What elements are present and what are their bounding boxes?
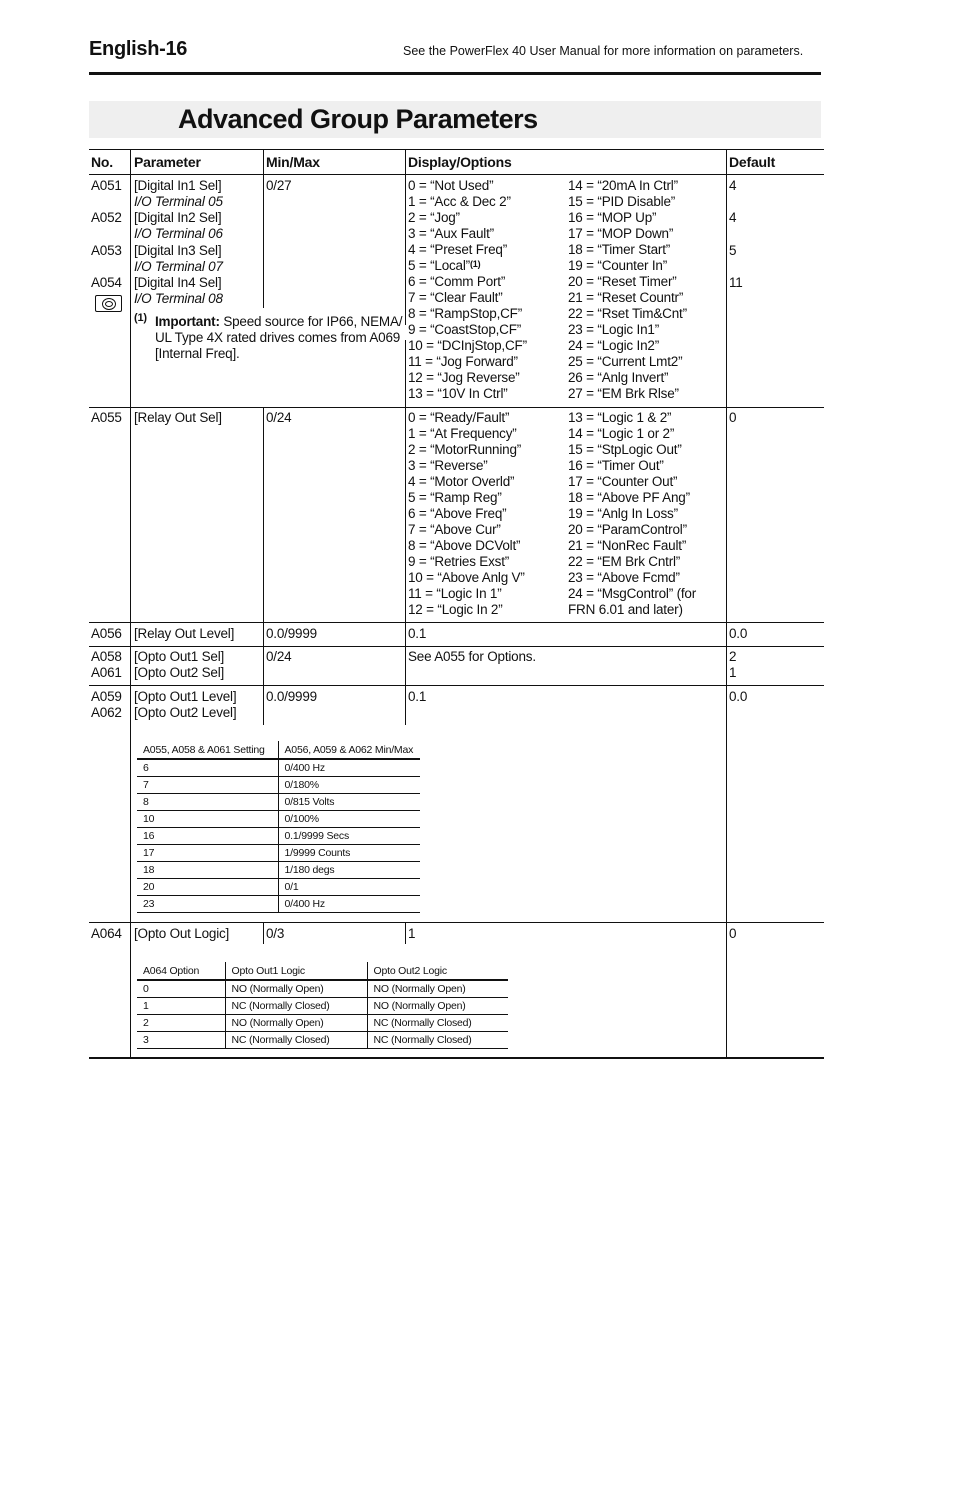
table-header-row — [137, 962, 508, 980]
footnote-mark: (1) — [134, 312, 147, 324]
param-display: 0.1 — [408, 689, 427, 704]
param-no: A055 — [91, 410, 122, 425]
param-no: A064 — [91, 926, 122, 941]
table-row: 18 1/180 degs — [137, 862, 420, 879]
header-note: See the PowerFlex 40 User Manual for more information on parameters. — [403, 44, 804, 58]
col-divider — [263, 922, 264, 944]
param-minmax: 0.0/9999 — [266, 626, 317, 641]
table-header: A055, A058 & A061 Setting — [137, 741, 278, 759]
param-display: 0.1 — [408, 626, 427, 641]
param-name: [Opto Out Logic] — [134, 926, 230, 941]
table-row: 1 NC (Normally Closed) NO (Normally Open) — [137, 998, 508, 1015]
table-bottom-rule — [89, 1057, 824, 1059]
footnote-line: Important: Speed source for IP66, NEMA/ — [155, 314, 403, 329]
page-label: English-16 — [89, 38, 188, 60]
table-header: Opto Out1 Logic — [225, 962, 367, 980]
col-divider — [130, 149, 131, 1058]
param-no: A059 A062 — [91, 689, 122, 720]
table-row: 0 NO (Normally Open) NO (Normally Open) — [137, 980, 508, 998]
row-divider — [89, 646, 824, 647]
table-header: A056, A059 & A062 Min/Max — [278, 741, 420, 759]
minmax-lookup-table — [137, 741, 420, 913]
param-minmax: 0/27 — [266, 178, 292, 193]
param-default: 4 — [729, 178, 737, 193]
col-header-no: No. — [91, 154, 113, 170]
col-header-default: Default — [729, 154, 776, 170]
param-no: A054 — [91, 275, 122, 290]
param-default: 4 — [729, 210, 737, 225]
param-name: [Digital In2 Sel] I/O Terminal 06 — [134, 210, 223, 241]
table-header: Opto Out2 Logic — [367, 962, 508, 980]
param-minmax: 0/24 — [266, 649, 292, 664]
table-row: 16 0.1/9999 Secs — [137, 828, 420, 845]
row-divider — [89, 622, 824, 623]
param-minmax: 0/3 — [266, 926, 285, 941]
param-no: A056 — [91, 626, 122, 641]
stop-drive-icon — [95, 295, 122, 312]
col-divider — [726, 149, 727, 1058]
param-default: 0 — [729, 410, 737, 425]
col-divider — [263, 149, 264, 308]
options-list-left: 0 = “Not Used” 1 = “Acc & Dec 2” 2 = “Jog” 3 = “Aux Fault” 4 = “Preset Freq” 5 = “Local”$^{(1)}$ 6 = “Comm Port” 7 = “Clear Fault” 8 = “RampStop,CF” 9 = “CoastStop,CF” 10 = “DCInjStop,CF” 11 = “Jog Forward” 12 = “Jog Reverse” 13 = “10V In Ctrl” — [408, 178, 527, 401]
col-divider — [405, 149, 406, 325]
footnote-line: [Internal Freq]. — [155, 346, 240, 361]
table-row: 20 0/1 — [137, 879, 420, 896]
col-divider — [405, 340, 406, 725]
param-name: [Digital In3 Sel] I/O Terminal 07 — [134, 243, 223, 274]
param-name: [Opto Out1 Sel] [Opto Out2 Sel] — [134, 649, 225, 680]
param-name: [Digital In4 Sel] I/O Terminal 08 — [134, 275, 223, 306]
param-default: 0 — [729, 926, 737, 941]
header-rule — [89, 72, 821, 75]
options-list-right: 13 = “Logic 1 & 2” 14 = “Logic 1 or 2” 15 = “StpLogic Out” 16 = “Timer Out” 17 = “Counter Out” 18 = “Above PF Ang” 19 = “Anlg In Loss” 20 = “ParamControl” 21 = “NonRec Fault” 22 = “EM Brk Cntrl” 23 = “Above Fcmd” 24 = “MsgControl” (for FRN 6.01 and later) — [568, 410, 697, 617]
page-title: Advanced Group Parameters — [178, 104, 538, 134]
param-default: 0.0 — [729, 689, 748, 704]
col-header-display: Display/Options — [408, 154, 512, 170]
param-no: A052 — [91, 210, 122, 225]
table-header: A064 Option — [137, 962, 225, 980]
options-list-right: 14 = “20mA In Ctrl” 15 = “PID Disable” 16 = “MOP Up” 17 = “MOP Down” 18 = “Timer Start” 19 = “Counter In” 20 = “Reset Timer” 21 = “Reset Countr” 22 = “Rset Tim&Cnt” 23 = “Logic In1” 24 = “Logic In2” 25 = “Current Lmt2” 26 = “Anlg Invert” 27 = “EM Brk Rlse” — [568, 178, 687, 401]
param-name: [Relay Out Level] — [134, 626, 235, 641]
table-header-row — [137, 741, 420, 759]
row-divider — [89, 407, 824, 408]
col-divider — [263, 407, 264, 725]
param-no: A053 — [91, 243, 122, 258]
param-display: See A055 for Options. — [408, 649, 536, 664]
param-minmax: 0.0/9999 — [266, 689, 317, 704]
table-row: 7 0/180% — [137, 777, 420, 794]
param-name: [Opto Out1 Level] [Opto Out2 Level] — [134, 689, 237, 720]
col-divider — [405, 922, 406, 944]
col-header-minmax: Min/Max — [266, 154, 320, 170]
table-row: 2 NO (Normally Open) NC (Normally Closed) — [137, 1015, 508, 1032]
param-no: A051 — [91, 178, 122, 193]
table-row: 17 1/9999 Counts — [137, 845, 420, 862]
table-row: 10 0/100% — [137, 811, 420, 828]
table-top-rule — [89, 149, 824, 150]
param-default: 5 — [729, 243, 737, 258]
table-header-rule — [89, 174, 824, 175]
param-default: 11 — [729, 275, 743, 290]
opto-logic-table — [137, 962, 508, 1049]
options-list-left: 0 = “Ready/Fault” 1 = “At Frequency” 2 = “MotorRunning” 3 = “Reverse” 4 = “Motor Overld” 5 = “Ramp Reg” 6 = “Above Freq” 7 = “Above Cur” 8 = “Above DCVolt” 9 = “Retries Exst” 10 = “Above Anlg V” 11 = “Logic In 1” 12 = “Logic In 2” — [408, 410, 525, 617]
col-header-parameter: Parameter — [134, 154, 201, 170]
table-row: 6 0/400 Hz — [137, 759, 420, 777]
param-default: 2 1 — [729, 649, 737, 680]
param-display: 1 — [408, 926, 416, 941]
param-no: A058 A061 — [91, 649, 122, 680]
param-minmax: 0/24 — [266, 410, 292, 425]
table-row: 23 0/400 Hz — [137, 896, 420, 913]
row-divider — [89, 685, 824, 686]
table-row: 8 0/815 Volts — [137, 794, 420, 811]
param-default: 0.0 — [729, 626, 748, 641]
footnote-line: UL Type 4X rated drives comes from A069 — [155, 330, 401, 345]
row-divider — [89, 922, 824, 923]
param-name: [Digital In1 Sel] I/O Terminal 05 — [134, 178, 223, 209]
table-row: 3 NC (Normally Closed) NC (Normally Closed) — [137, 1032, 508, 1049]
param-name: [Relay Out Sel] — [134, 410, 222, 425]
